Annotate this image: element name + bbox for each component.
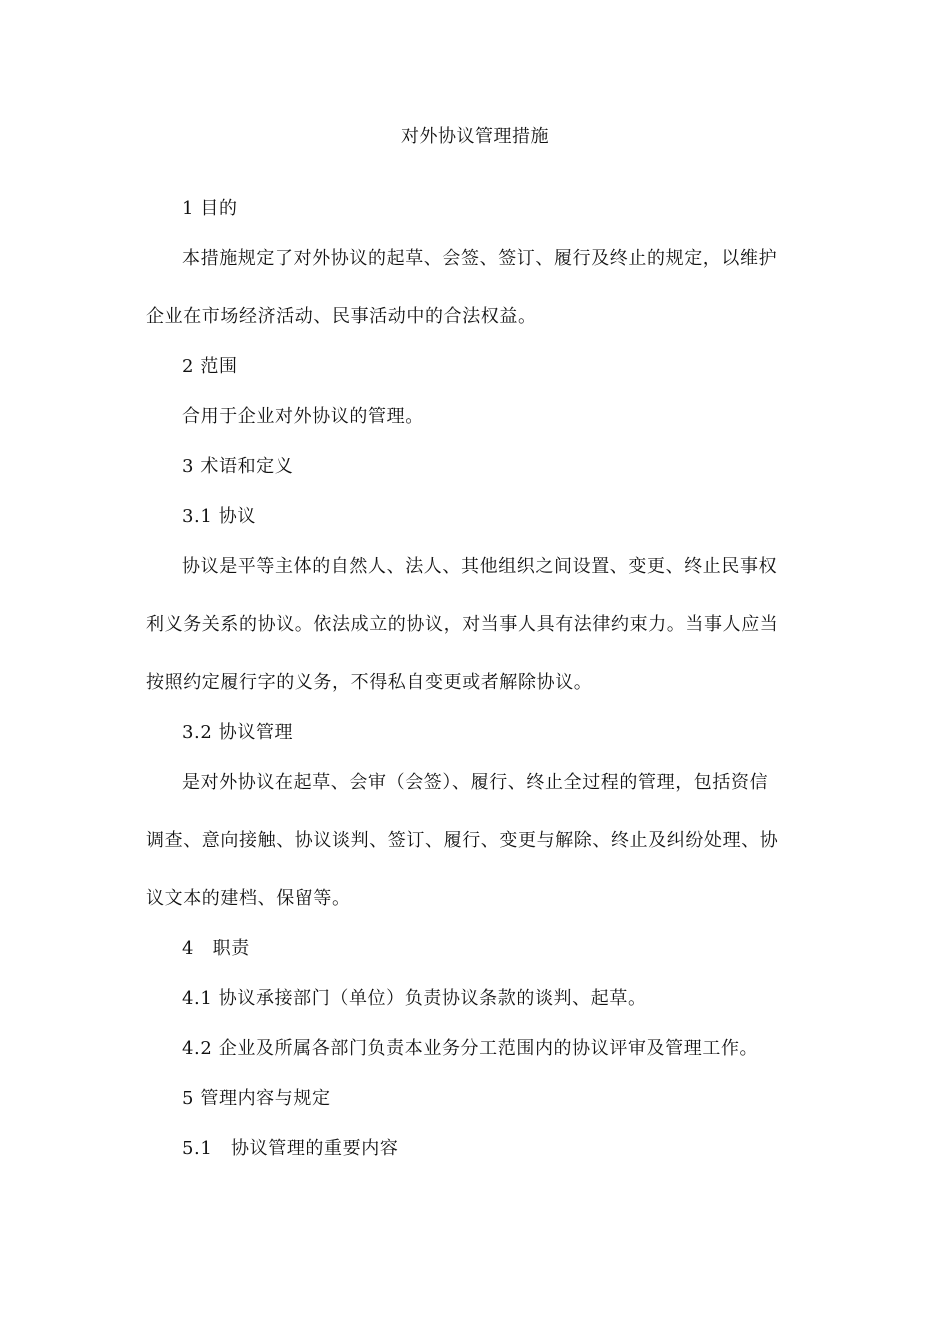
paragraph-line: 是对外协议在起草、会审（会签）、履行、终止全过程的管理，包括资信: [182, 772, 769, 793]
paragraph-line: 议文本的建档、保留等。: [146, 888, 351, 909]
paragraph-line: 利义务关系的协议。依法成立的协议，对当事人具有法律约束力。当事人应当: [146, 614, 779, 635]
subheading-agreement: 3.1 协议: [182, 506, 256, 527]
paragraph-line: 合用于企业对外协议的管理。: [182, 406, 424, 427]
paragraph-line: 4.1 协议承接部门（单位）负责协议条款的谈判、起草。: [182, 988, 647, 1009]
paragraph-line: 协议是平等主体的自然人、法人、其他组织之间设置、变更、终止民事权: [182, 556, 778, 577]
heading-purpose: 1 目的: [182, 198, 238, 219]
heading-scope: 2 范围: [182, 356, 238, 377]
document-body: [146, 196, 806, 1162]
heading-management-content: 5 管理内容与规定: [182, 1088, 331, 1109]
subheading-main-content: 5.1 协议管理的重要内容: [182, 1138, 399, 1159]
paragraph-line: 4.2 企业及所属各部门负责本业务分工范围内的协议评审及管理工作。: [182, 1038, 759, 1059]
heading-responsibilities: 4 职责: [182, 938, 250, 959]
paragraph-line: 按照约定履行字的义务，不得私自变更或者解除协议。: [146, 672, 593, 693]
subheading-agreement-management: 3.2 协议管理: [182, 722, 294, 743]
heading-terms: 3 术语和定义: [182, 456, 294, 477]
paragraph-line: 本措施规定了对外协议的起草、会签、签订、履行及终止的规定，以维护: [182, 248, 778, 269]
paragraph-line: 调查、意向接触、协议谈判、签订、履行、变更与解除、终止及纠纷处理、协: [146, 830, 779, 851]
document-title: 对外协议管理措施: [401, 126, 549, 147]
paragraph-line: 企业在市场经济活动、民事活动中的合法权益。: [146, 306, 537, 327]
